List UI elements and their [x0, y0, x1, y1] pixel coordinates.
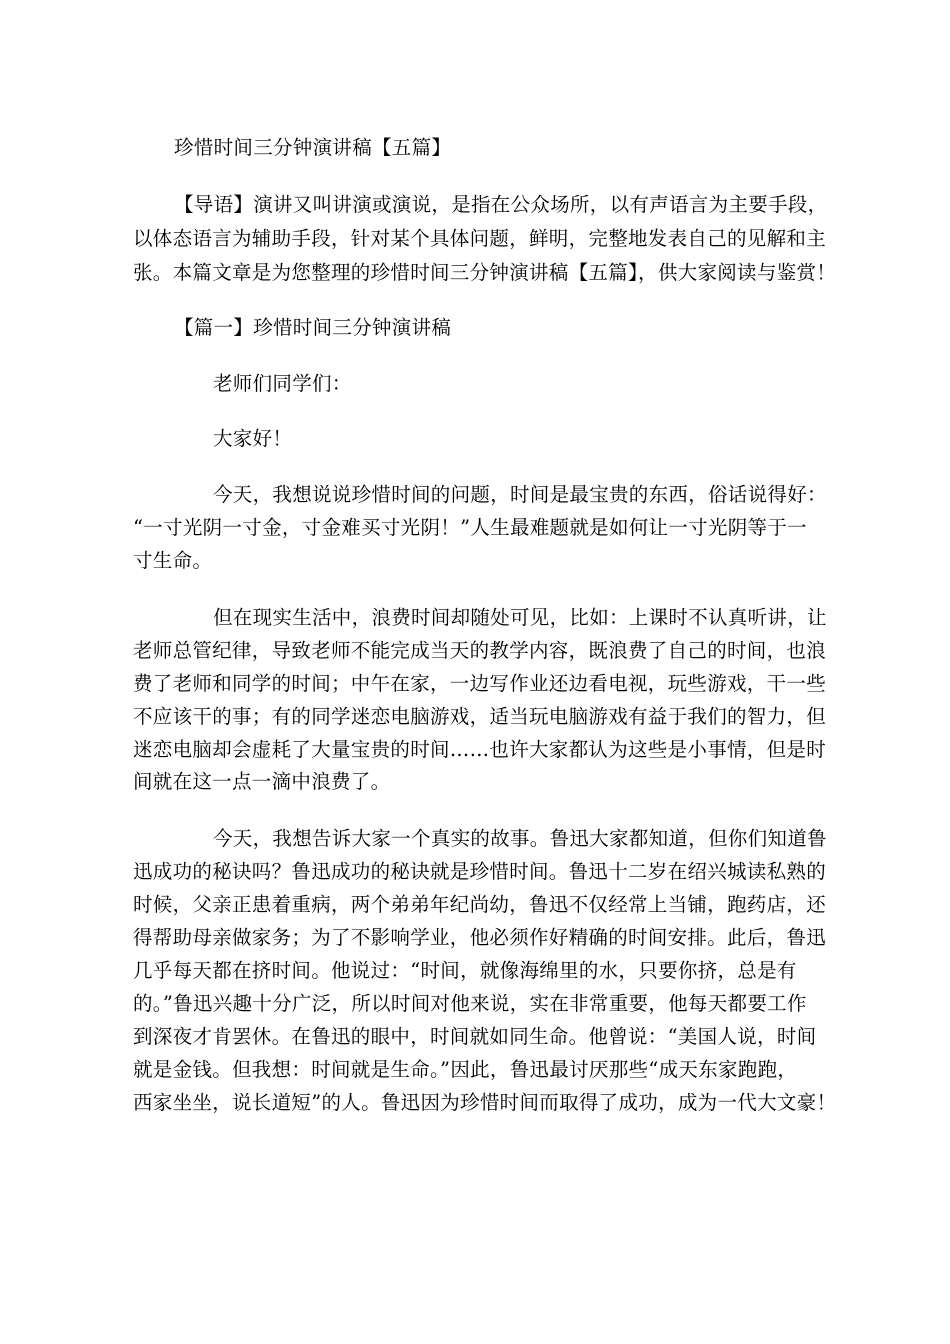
paragraph-line: 迅成功的秘诀吗？鲁迅成功的秘诀就是珍惜时间。鲁迅十二岁在绍兴城读私熟的 [133, 860, 827, 883]
paragraph-line: 就是金钱。但我想：时间就是生命。”因此，鲁迅最讨厌那些“成天东家跑跑， [133, 1058, 798, 1081]
paragraph-line: 今天，我想告诉大家一个真实的故事。鲁迅大家都知道，但你们知道鲁 [213, 827, 827, 850]
paragraph-line: 今天，我想说说珍惜时间的问题，时间是最宝贵的东西，俗话说得好： [213, 483, 827, 506]
paragraph-line: 老师总管纪律，导致老师不能完成当天的教学内容，既浪费了自己的时间，也浪 [133, 639, 827, 662]
intro-line: 【导语】演讲又叫讲演或演说，是指在公众场所，以有声语言为主要手段， [174, 193, 828, 216]
document-title: 珍惜时间三分钟演讲稿【五篇】 [174, 136, 452, 159]
paragraph-line: 的。”鲁迅兴趣十分广泛，所以时间对他来说，实在非常重要，他每天都要工作 [133, 992, 807, 1015]
salutation: 老师们同学们： [213, 372, 352, 395]
paragraph-line: 不应该干的事；有的同学迷恋电脑游戏，适当玩电脑游戏有益于我们的智力，但 [133, 705, 827, 728]
paragraph-line: 得帮助母亲做家务；为了不影响学业，他必须作好精确的时间安排。此后，鲁迅 [133, 926, 827, 949]
intro-line: 张。本篇文章是为您整理的珍惜时间三分钟演讲稿【五篇】，供大家阅读与鉴赏！ [133, 261, 837, 284]
paragraph-line: 西家坐坐，说长道短”的人。鲁迅因为珍惜时间而取得了成功，成为一代大文豪！ [133, 1091, 837, 1114]
paragraph-line: “一寸光阴一寸金，寸金难买寸光阴！”人生最难题就是如何让一寸光阴等于一 [133, 516, 807, 539]
paragraph-line: 时候，父亲正患着重病，两个弟弟年纪尚幼，鲁迅不仅经常上当铺，跑药店，还 [133, 893, 827, 916]
greeting: 大家好！ [213, 427, 293, 450]
section-heading: 【篇一】珍惜时间三分钟演讲稿 [174, 316, 452, 339]
paragraph-line: 间就在这一点一滴中浪费了。 [133, 770, 391, 793]
paragraph-line: 迷恋电脑却会虚耗了大量宝贵的时间……也许大家都认为这些是小事情，但是时 [133, 738, 827, 761]
paragraph-line: 但在现实生活中，浪费时间却随处可见，比如：上课时不认真听讲，让 [213, 606, 827, 629]
paragraph-line: 几乎每天都在挤时间。他说过：“时间，就像海绵里的水，只要你挤，总是有 [133, 959, 797, 982]
intro-line: 以体态语言为辅助手段，针对某个具体问题，鲜明，完整地发表自己的见解和主 [133, 227, 827, 250]
paragraph-line: 到深夜才肯罢休。在鲁迅的眼中，时间就如同生命。他曾说：“美国人说，时间 [133, 1025, 817, 1048]
paragraph-line: 费了老师和同学的时间；中午在家，一边写作业还边看电视，玩些游戏，干一些 [133, 672, 827, 695]
paragraph-line: 寸生命。 [133, 549, 213, 572]
